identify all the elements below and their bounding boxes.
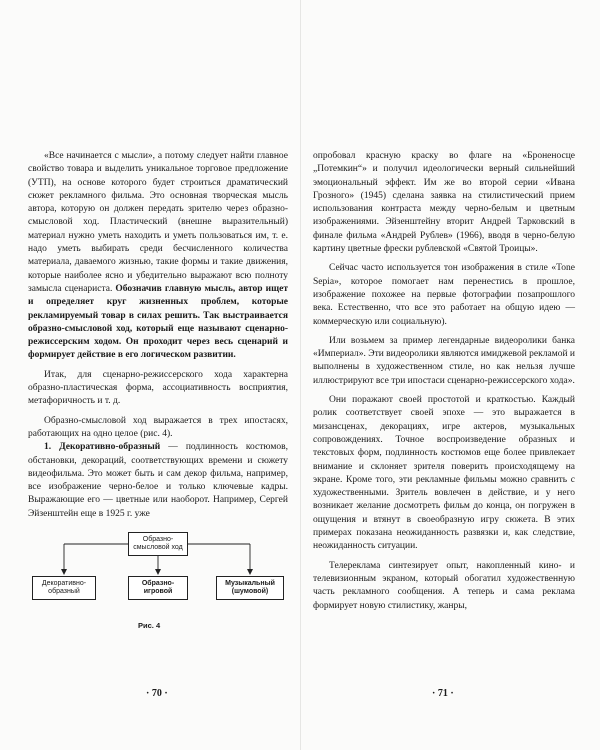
arrow-left (61, 569, 67, 575)
left-page (28, 150, 288, 629)
left-page-text (28, 150, 288, 521)
diagram-box-right: Музыкальный (шумовой) (216, 576, 284, 600)
page-number-left: · 70 · (146, 688, 168, 699)
diagram-box-middle: Образно-игровой (128, 576, 188, 600)
left-paragraph (28, 150, 288, 363)
left-paragraph (28, 441, 288, 521)
page-number-right: · 71 · (432, 688, 454, 699)
right-paragraph (313, 394, 575, 554)
page-gutter (300, 0, 301, 750)
right-paragraph (313, 560, 575, 613)
arrow-middle (155, 569, 161, 575)
text-segment: Телереклама синтезирует опыт, накопленный кино- и телевизионным экраном, который обогатил художественную часть рекламного сообщения. А теперь и сама реклама формирует новую стилистику, жанры, (313, 560, 575, 611)
right-paragraph (313, 335, 575, 388)
text-segment: Или возьмем за пример легендарные видеоролики банка «Империал». Эти видеоролики являются имиджевой рекламой и выполнены в художественном стиле, но как нельзя лучше иллюстрируют все три ипостаси сценарно-режиссерского хода». (313, 335, 576, 386)
bold-text-segment: Обозначив главную мысль, автор ищет и определяет круг жизненных проблем, которые рекламируемый товар в силах решить. Так выстраивается образно-смысловой ход, который еще называют сценарно-режиссерским ходом. Он проходит через весь сценарий и формирует действие в его логическом развитии. (28, 283, 289, 361)
figure-diagram (28, 529, 288, 629)
text-segment: «Все начинается с мысли», а потому следует найти главное свойство товара и выделить уникальное торговое предложение (УТП), на основе которого будет строиться драматический сюжет рекламного фильма. Это основная творческая мысль автора, которую он должен передать зрителю через образно-смысловой ход. Пластический (внешне выразительный) материал нужно уметь находить и уметь пользоваться им, т. е. надо уметь выбирать среди бесчисленного количества материала, даваемого жизнью, такие формы и такие движения, которые наиболее ясно и убедительно выражают всю полноту замысла сценариста. (28, 151, 288, 294)
diagram-box-top: Образно-смысловой ход (128, 532, 188, 556)
left-paragraph (28, 415, 288, 442)
text-segment: Итак, для сценарно-режиссерского хода характерна образно-пластическая форма, ассоциативность восприятия, метафоричность и т. д. (28, 369, 288, 407)
text-segment: Сейчас часто используется тон изображения в стиле «Tone Sepia», которое помогает нам перенестись в прошлое, изображение похожее на первые фотографии позапрошлого века. Естественно, что все это работает на общую идею — коммерческую или социальную). (313, 263, 575, 327)
diagram-box-left: Декоративно-образный (32, 576, 96, 600)
arrow-right (247, 569, 253, 575)
right-paragraph (313, 150, 575, 256)
figure-caption: Рис. 4 (138, 621, 161, 631)
left-paragraph (28, 369, 288, 409)
text-segment: опробовал красную краску во флаге на «Броненосце „Потемкин“» и получил идеологически верный сильнейший эмоциональный эффект. Им же во второй серии «Ивана Грозного» (1945) сделана заявка на стилистический прием использования контраста между черно-белым и цветным изображениями. Эйзенштейну вторит Андрей Тарковский в финале фильма «Андрей Рублев» (1966), вводя в черно-белую картину цветные фрески рублевской «Святой Троицы». (313, 151, 575, 255)
right-paragraph (313, 262, 575, 328)
right-page (313, 150, 575, 613)
text-segment: Образно-смысловой ход выражается в трех ипостасях, работающих на одно целое (рис. 4). (28, 415, 288, 439)
right-page-text (313, 150, 575, 613)
text-segment: — подлинность костюмов, обстановки, декораций, соответствующих времени и сюжету видеофильма. Это может быть и сам декор фильма, например, все изображение черно-белое и только ключевые кадры. Выражающие его — цветные или наоборот. Например, Сергей Эйзенштейн еще в 1925 г. уже (28, 442, 288, 519)
text-segment: Они поражают своей простотой и краткостью. Каждый ролик соответствует своей эпохе — это выражается в мизансценах, декорациях, игре актеров, музыкальных сопровождениях. Точное воспроизведение образных и текстовых форм, подлинность костюмов еще более привлекает внимание и склоняет зрителя поверить происходящему на экране. Кроме того, эти рекламные фильмы можно сравнить с художественными. Зритель вовлечен в действие, и у него возникает желание досмотреть фильм до конца, он погружен в ощущения и втянут в своеобразную игру сюжета. В этих примерах показана неожиданность развязки и, как следствие, неожиданность ситуации. (313, 395, 575, 552)
bold-text-segment: 1. Декоративно-образный (44, 442, 161, 453)
